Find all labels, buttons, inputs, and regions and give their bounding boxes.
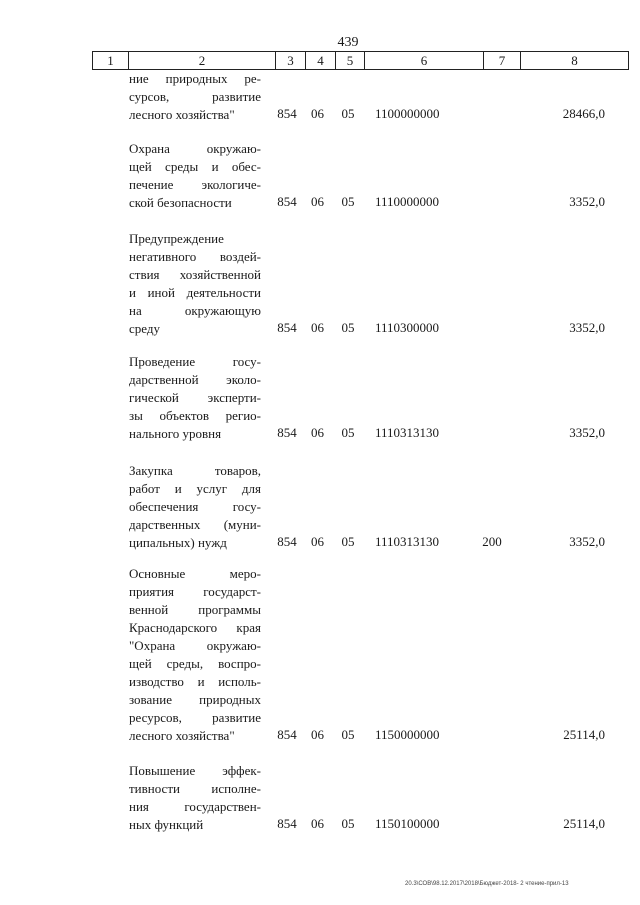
description-line: ние природных ре- — [129, 71, 261, 86]
cell-c4: 06 — [311, 320, 324, 335]
column-header-2: 2 — [128, 52, 275, 69]
row-description — [129, 565, 261, 745]
description-line: Проведение госу- — [129, 354, 261, 369]
description-line: ствия хозяйственной — [129, 267, 261, 282]
cell-c8: 3352,0 — [569, 425, 605, 440]
column-header-8: 8 — [520, 52, 628, 69]
description-line: нального уровня — [129, 426, 222, 441]
row-description — [129, 762, 261, 834]
description-line: среду — [129, 321, 160, 336]
column-header-3: 3 — [275, 52, 305, 69]
description-line: ресурсов, развитие — [129, 710, 261, 725]
cell-c4: 06 — [311, 194, 324, 209]
cell-c8: 25114,0 — [563, 816, 605, 831]
row-description — [129, 353, 261, 443]
cell-c4: 06 — [311, 816, 324, 831]
description-line: зование природных — [129, 692, 261, 707]
column-header-6: 6 — [364, 52, 483, 69]
column-header-1: 1 — [107, 53, 114, 68]
cell-c5: 05 — [341, 727, 355, 742]
column-header-5: 5 — [335, 52, 364, 69]
cell-c6: 1110300000 — [375, 320, 440, 335]
description-line: дарственных (муни- — [129, 517, 261, 532]
cell-c6: 1100000000 — [375, 106, 440, 121]
description-line: печение экологиче- — [129, 177, 261, 192]
cell-c8: 3352,0 — [569, 320, 605, 335]
description-line: Закупка товаров, — [129, 463, 261, 478]
cell-c3: 854 — [277, 425, 297, 440]
cell-c6: 1110313130 — [375, 425, 440, 440]
cell-c3: 854 — [277, 727, 297, 742]
cell-c6: 1110000000 — [375, 194, 440, 209]
cell-c7: 200 — [482, 534, 502, 549]
cell-c3: 854 — [277, 534, 297, 549]
row-description — [129, 70, 261, 124]
description-line: тивности исполне- — [129, 781, 261, 796]
row-description — [129, 140, 261, 212]
cell-c8: 28466,0 — [562, 106, 605, 121]
description-line: приятия государст- — [129, 584, 261, 599]
description-line: ния государствен- — [129, 799, 261, 814]
description-line: изводство и исполь- — [129, 674, 261, 689]
cell-c3: 854 — [277, 816, 297, 831]
description-line: щей среды, воспро- — [129, 656, 261, 671]
cell-c8: 25114,0 — [563, 727, 605, 742]
cell-c5: 05 — [341, 194, 355, 209]
cell-c4: 06 — [311, 727, 324, 742]
description-line: обеспечения госу- — [129, 499, 261, 514]
description-line: лесного хозяйства" — [129, 728, 235, 743]
cell-c5: 05 — [341, 534, 355, 549]
description-line: гической эксперти- — [129, 390, 261, 405]
description-line: зы объектов регио- — [129, 408, 261, 423]
row-description — [129, 230, 261, 338]
cell-c4: 06 — [311, 106, 324, 121]
description-line: Основные меро- — [129, 566, 261, 581]
cell-c5: 05 — [341, 816, 355, 831]
cell-c6: 1150000000 — [375, 727, 440, 742]
cell-c3: 854 — [277, 194, 297, 209]
cell-c5: 05 — [341, 106, 355, 121]
description-line: ципальных) нужд — [129, 535, 227, 550]
cell-c3: 854 — [277, 106, 297, 121]
description-line: на окружающую — [129, 303, 261, 318]
description-line: ных функций — [129, 817, 204, 832]
description-line: Охрана окружаю- — [129, 141, 261, 156]
description-line: Краснодарского края — [129, 620, 261, 635]
description-line: негативного воздей- — [129, 249, 261, 264]
cell-c8: 3352,0 — [569, 534, 605, 549]
description-line: венной программы — [129, 602, 261, 617]
description-line: работ и услуг для — [129, 481, 261, 496]
cell-c6: 1110313130 — [375, 534, 440, 549]
description-line: Повышение эффек- — [129, 763, 261, 778]
cell-c3: 854 — [277, 320, 297, 335]
description-line: "Охрана окружаю- — [129, 638, 261, 653]
column-header-7: 7 — [483, 52, 520, 69]
row-description — [129, 462, 261, 552]
description-line: дарственной эколо- — [129, 372, 261, 387]
description-line: лесного хозяйства" — [129, 107, 235, 122]
document-stamp: 20.3\СОВ\98.12.2017\2018\Бюджет-2018- 2 чтение-прил-13 — [405, 881, 569, 887]
cell-c8: 3352,0 — [569, 194, 605, 209]
description-line: Предупреждение — [129, 231, 224, 246]
cell-c4: 06 — [311, 425, 324, 440]
description-line: сурсов, развитие — [129, 89, 261, 104]
description-line: ской безопасности — [129, 195, 232, 210]
table-header — [92, 51, 629, 70]
page-number: 439 — [337, 35, 359, 50]
description-line: щей среды и обес- — [129, 159, 261, 174]
column-header-4: 4 — [305, 52, 335, 69]
cell-c4: 06 — [311, 534, 324, 549]
cell-c6: 1150100000 — [375, 816, 440, 831]
description-line: и иной деятельности — [129, 285, 261, 300]
cell-c5: 05 — [341, 425, 355, 440]
cell-c5: 05 — [341, 320, 355, 335]
